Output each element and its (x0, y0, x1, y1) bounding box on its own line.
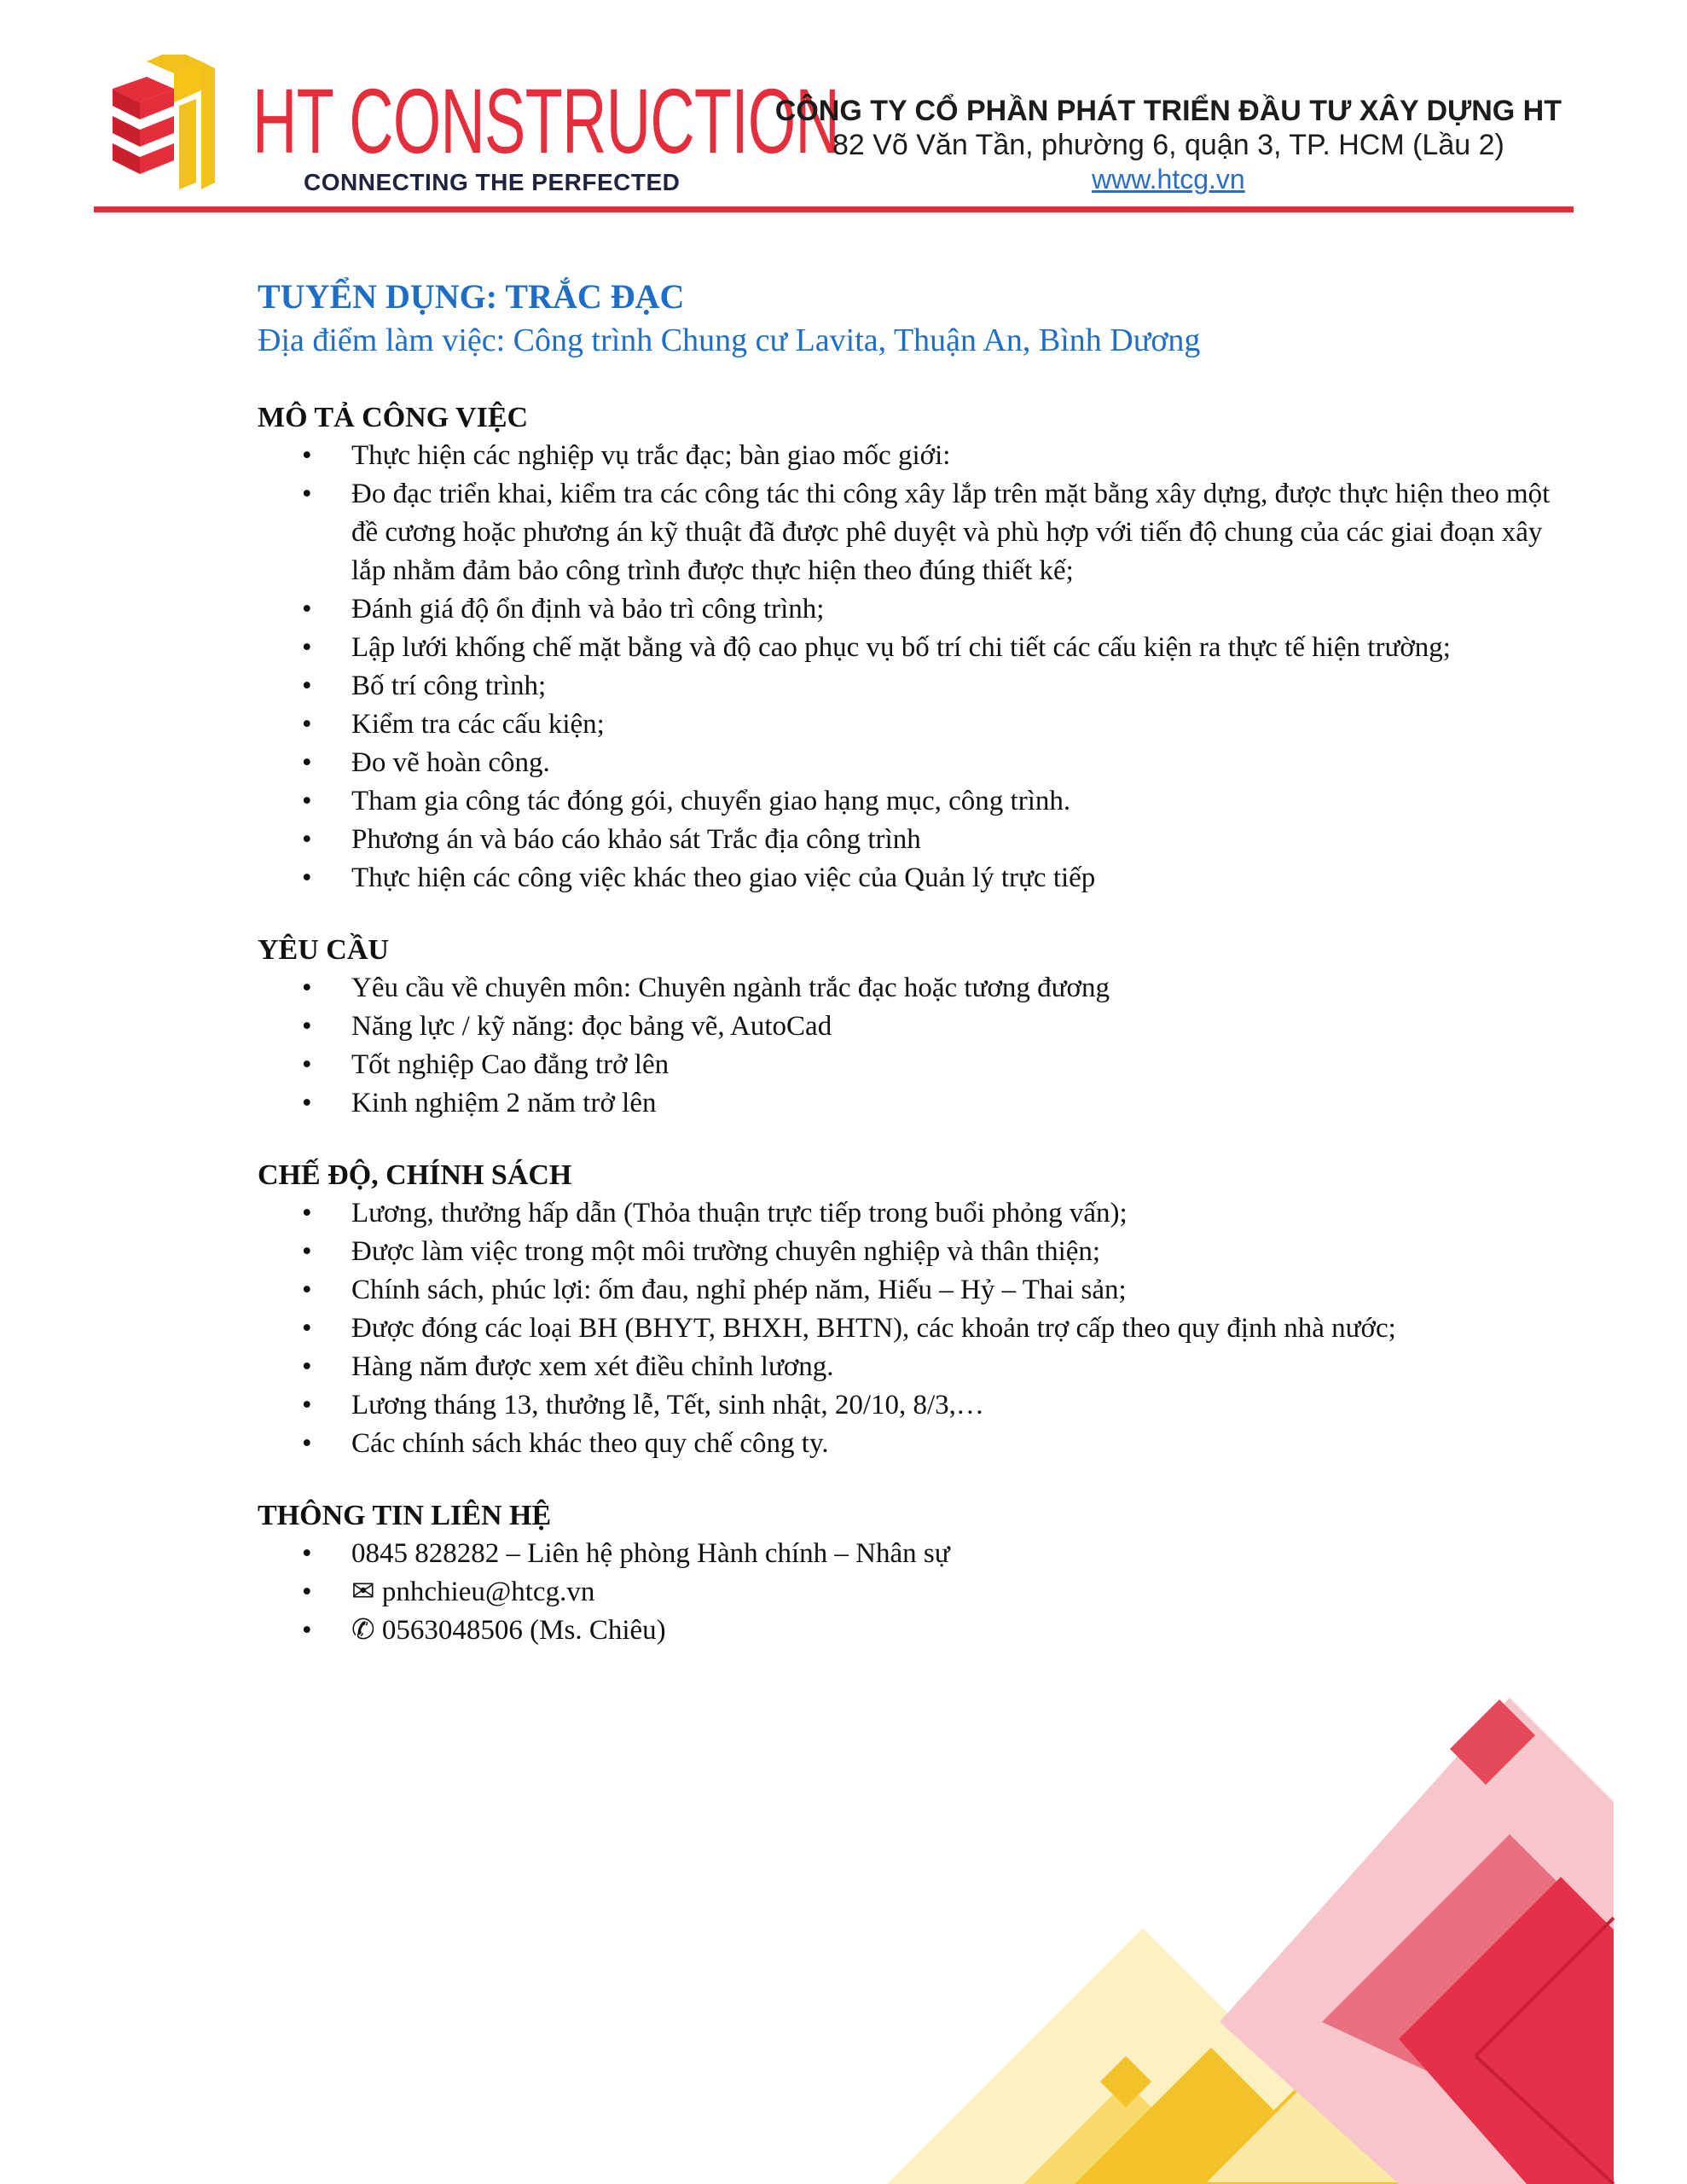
job-posting (258, 275, 1554, 1684)
contact-list (258, 1535, 1554, 1650)
list-item: • Năng lực / kỹ năng: đọc bảng vẽ, AutoCad (258, 1008, 1554, 1046)
section-heading-requirements: YÊU CẦU (258, 934, 389, 966)
company-name: CÔNG TY CỔ PHẦN PHÁT TRIỂN ĐẦU TƯ XÂY DỰNG HT (774, 95, 1562, 127)
list-item: • Lương, thưởng hấp dẫn (Thỏa thuận trực tiếp trong buổi phỏng vấn); (258, 1194, 1554, 1233)
list-item: • Lập lưới khống chế mặt bằng và độ cao phục vụ bố trí chi tiết các cấu kiện ra thực tế hiện trường; (258, 629, 1554, 667)
section-heading-contact: THÔNG TIN LIÊN HỆ (258, 1500, 552, 1531)
list-item: • Kinh nghiệm 2 năm trở lên (258, 1084, 1554, 1123)
brand-tagline: CONNECTING THE PERFECTED (304, 169, 681, 195)
list-item: • Bố trí công trình; (258, 667, 1554, 706)
list-item: • Phương án và báo cáo khảo sát Trắc địa công trình (258, 821, 1554, 859)
description-list (258, 437, 1554, 897)
company-website-link[interactable]: www.htcg.vn (1092, 164, 1245, 195)
phone-icon: ✆ (351, 1615, 375, 1646)
mobile-number[interactable]: 0563048506 (Ms. Chiêu) (381, 1615, 666, 1646)
benefits-list (258, 1194, 1554, 1463)
section-heading-description: MÔ TẢ CÔNG VIỆC (258, 402, 529, 433)
brand-name: HT CONSTRUCTION (252, 69, 840, 172)
list-item: • Hàng năm được xem xét điều chỉnh lương. (258, 1348, 1554, 1386)
contact-mobile (258, 1612, 1554, 1650)
requirements-list (258, 969, 1554, 1123)
list-item: • Đo đạc triển khai, kiểm tra các công tác thi công xây lắp trên mặt bằng xây dựng, được thực hiện theo một đề cương hoặc phương án kỹ thuật đã được phê duyệt và phù hợp với tiến độ chung của các giai đoạn xây lắp nhằm đảm bảo công trình được thực hiện theo đúng thiết kế; (258, 475, 1554, 590)
list-item: • Chính sách, phúc lợi: ốm đau, nghỉ phép năm, Hiếu – Hỷ – Thai sản; (258, 1271, 1554, 1310)
company-address: 82 Võ Văn Tần, phường 6, quận 3, TP. HCM (Lầu 2) (832, 129, 1504, 161)
contact-phone: • 0845 828282 – Liên hệ phòng Hành chính – Nhân sự (258, 1535, 1554, 1573)
list-item: • Yêu cầu về chuyên môn: Chuyên ngành trắc đạc hoặc tương đương (258, 969, 1554, 1008)
list-item: • Thực hiện các nghiệp vụ trắc đạc; bàn giao mốc giới: (258, 437, 1554, 475)
list-item: • Được làm việc trong một môi trường chuyên nghiệp và thân thiện; (258, 1233, 1554, 1271)
job-location: Địa điểm làm việc: Công trình Chung cư Lavita, Thuận An, Bình Dương (258, 322, 1201, 358)
contact-email (258, 1573, 1554, 1612)
email-address[interactable]: pnhchieu@htcg.vn (381, 1577, 595, 1607)
list-item: • Đo vẽ hoàn công. (258, 744, 1554, 782)
job-title: TUYỂN DỤNG: TRẮC ĐẠC (258, 277, 685, 316)
list-item: • Thực hiện các công việc khác theo giao việc của Quản lý trực tiếp (258, 859, 1554, 897)
list-item: • Đánh giá độ ổn định và bảo trì công trình; (258, 590, 1554, 629)
section-heading-benefits: CHẾ ĐỘ, CHÍNH SÁCH (258, 1159, 572, 1191)
list-item: • Tham gia công tác đóng gói, chuyển giao hạng mục, công trình. (258, 782, 1554, 821)
list-item: • Được đóng các loại BH (BHYT, BHXH, BHTN), các khoản trợ cấp theo quy định nhà nước; (258, 1310, 1554, 1348)
list-item: • Lương tháng 13, thưởng lễ, Tết, sinh nhật, 20/10, 8/3,… (258, 1386, 1554, 1425)
list-item: • Các chính sách khác theo quy chế công ty. (258, 1425, 1554, 1463)
list-item: • Tốt nghiệp Cao đẳng trở lên (258, 1046, 1554, 1084)
list-item: • Kiểm tra các cấu kiện; (258, 706, 1554, 744)
envelope-icon: ✉ (351, 1577, 375, 1607)
